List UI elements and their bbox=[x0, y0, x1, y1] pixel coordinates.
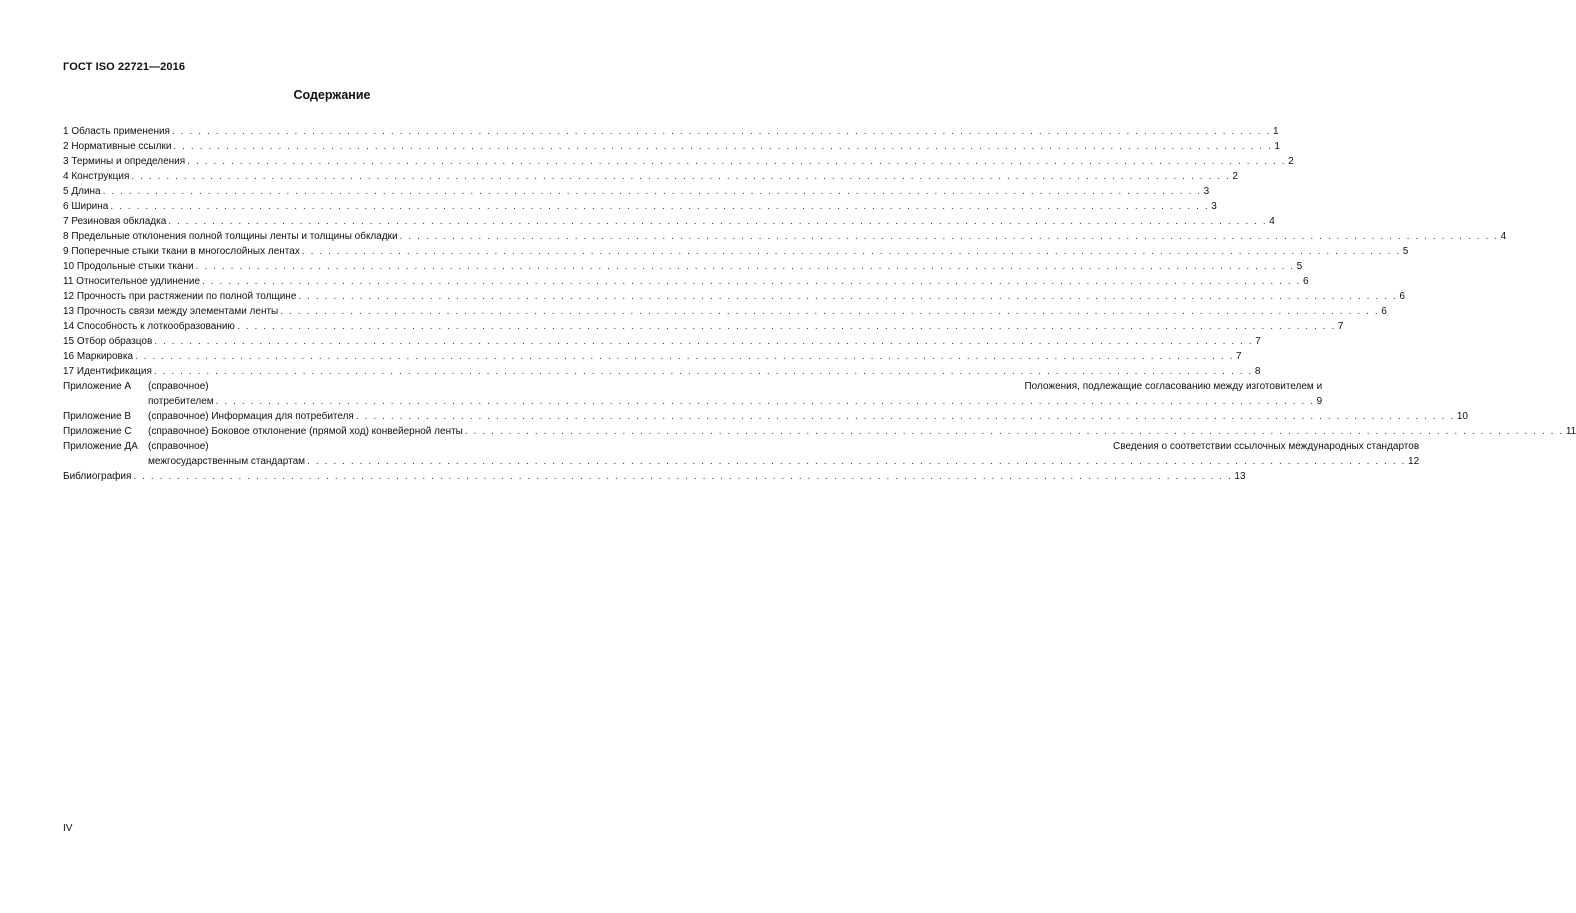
toc-leader-dots bbox=[202, 274, 1301, 289]
toc-leader-dots bbox=[133, 469, 1232, 484]
toc-appendices bbox=[63, 379, 1576, 469]
toc-entry-page: 7 bbox=[1255, 336, 1261, 347]
toc-appendix-line2 bbox=[148, 454, 1419, 469]
toc-entry[interactable] bbox=[63, 304, 1387, 319]
toc-appendix-title: Положения, подлежащие согласованию между изготовителем и bbox=[1024, 381, 1323, 392]
toc-entry-label: 14 Способность к лоткообразованию bbox=[63, 321, 235, 332]
toc-appendix-body bbox=[148, 409, 1468, 424]
toc-entry[interactable] bbox=[63, 289, 1405, 304]
toc-leader-dots bbox=[280, 304, 1379, 319]
toc-entry-page: 3 bbox=[1211, 201, 1217, 212]
toc-appendix-entry[interactable] bbox=[63, 424, 1576, 439]
toc-entry-page: 13 bbox=[1234, 471, 1246, 482]
toc-entry-page: 1 bbox=[1272, 126, 1279, 137]
toc-leader-dots bbox=[131, 169, 1230, 184]
toc-leader-dots bbox=[400, 229, 1499, 244]
toc-entry[interactable] bbox=[63, 244, 1409, 259]
toc-entry-page: 2 bbox=[1288, 156, 1294, 167]
toc-leader-dots bbox=[356, 409, 1455, 424]
toc-entry[interactable] bbox=[63, 229, 1507, 244]
toc-leader-dots bbox=[307, 454, 1406, 469]
toc-entry-label: 12 Прочность при растяжении по полной толщине bbox=[63, 291, 297, 302]
toc-appendix-body bbox=[148, 439, 1419, 469]
toc-entry[interactable] bbox=[63, 259, 1303, 274]
toc-entry-label: 17 Идентификация bbox=[63, 366, 152, 377]
toc-appendix-line bbox=[148, 424, 1576, 439]
toc-leader-dots bbox=[216, 394, 1315, 409]
toc-leader-dots bbox=[298, 289, 1397, 304]
toc-leader-dots bbox=[154, 364, 1253, 379]
toc-entry-bibliography[interactable] bbox=[63, 469, 1246, 484]
toc-entry[interactable] bbox=[63, 349, 1242, 364]
toc-entry-page: 7 bbox=[1337, 321, 1344, 332]
toc-entry[interactable] bbox=[63, 334, 1261, 349]
document-code: ГОСТ ISO 22721—2016 bbox=[63, 61, 186, 73]
toc-leader-dots bbox=[154, 334, 1253, 349]
toc-appendix-key: Приложение В bbox=[63, 411, 132, 422]
toc-appendix-body bbox=[148, 379, 1322, 409]
toc-entry-page: 4 bbox=[1500, 231, 1507, 242]
toc-entry-page: 6 bbox=[1399, 291, 1405, 302]
toc-entry-label: 13 Прочность связи между элементами ленты bbox=[63, 306, 279, 317]
toc-leader-dots bbox=[187, 154, 1286, 169]
toc-appendix-title-cont: потребителем bbox=[148, 396, 214, 407]
toc-appendix-line1 bbox=[148, 379, 1322, 394]
toc-leader-dots bbox=[135, 349, 1234, 364]
toc-appendix-key: Приложение С bbox=[63, 426, 132, 437]
toc-entry[interactable] bbox=[63, 139, 1280, 154]
toc-entries bbox=[63, 124, 1507, 379]
toc-leader-dots bbox=[302, 244, 1401, 259]
toc-entry-label: 5 Длина bbox=[63, 186, 101, 197]
toc-leader-dots bbox=[465, 424, 1564, 439]
toc-entry-label: 11 Относительное удлинение bbox=[63, 276, 201, 287]
toc-title: Содержание bbox=[293, 88, 371, 102]
toc-entry-label: 1 Область применения bbox=[63, 126, 170, 137]
toc-entry-page: 11 bbox=[1565, 426, 1576, 437]
toc-appendix-entry[interactable] bbox=[63, 379, 1323, 409]
toc-appendix-title: (справочное) Информация для потребителя bbox=[148, 411, 354, 422]
toc-entry[interactable] bbox=[63, 364, 1261, 379]
toc-entry-label: 2 Нормативные ссылки bbox=[63, 141, 172, 152]
toc-entry-page: 4 bbox=[1269, 216, 1275, 227]
toc-entry-page: 6 bbox=[1303, 276, 1309, 287]
toc-entry-label: 15 Отбор образцов bbox=[63, 336, 153, 347]
toc-entry-label: 6 Ширина bbox=[63, 201, 109, 212]
toc-entry-page: 6 bbox=[1381, 306, 1387, 317]
toc-leader-dots bbox=[110, 199, 1209, 214]
toc-entry-page: 5 bbox=[1296, 261, 1303, 272]
toc-entry-page: 9 bbox=[1316, 396, 1323, 407]
toc-entry[interactable] bbox=[63, 124, 1279, 139]
toc-entry[interactable] bbox=[63, 214, 1275, 229]
toc-entry[interactable] bbox=[63, 169, 1238, 184]
toc-entry-page: 12 bbox=[1408, 456, 1420, 467]
toc-appendix-key: Приложение ДА bbox=[63, 441, 138, 452]
toc-entry-page: 8 bbox=[1254, 366, 1261, 377]
toc-entry-page: 3 bbox=[1203, 186, 1210, 197]
toc-entry[interactable] bbox=[63, 154, 1294, 169]
toc-entry-page: 7 bbox=[1236, 351, 1242, 362]
toc-entry-label: 10 Продольные стыки ткани bbox=[63, 261, 194, 272]
toc-appendix-type: (справочное) bbox=[148, 381, 209, 392]
toc-entry-page: 2 bbox=[1232, 171, 1238, 182]
toc-entry[interactable] bbox=[63, 319, 1344, 334]
toc-leader-dots bbox=[196, 259, 1295, 274]
toc-appendix-line2 bbox=[148, 394, 1322, 409]
toc-entry-page: 5 bbox=[1402, 246, 1409, 257]
toc-entry[interactable] bbox=[63, 274, 1309, 289]
toc-entry-label: 9 Поперечные стыки ткани в многослойных лентах bbox=[63, 246, 300, 257]
table-of-contents bbox=[63, 124, 1576, 484]
toc-entry-label: 16 Маркировка bbox=[63, 351, 134, 362]
toc-leader-dots bbox=[172, 124, 1271, 139]
toc-entry-label: Библиография bbox=[63, 471, 132, 482]
page-number: IV bbox=[63, 823, 73, 834]
toc-appendix-body bbox=[148, 424, 1576, 439]
toc-entry-label: 8 Предельные отклонения полной толщины ленты и толщины обкладки bbox=[63, 231, 398, 242]
toc-leader-dots bbox=[168, 214, 1267, 229]
toc-entry-page: 1 bbox=[1274, 141, 1280, 152]
toc-appendix-title: (справочное) Боковое отклонение (прямой ход) конвейерной ленты bbox=[148, 426, 463, 437]
toc-entry-label: 3 Термины и определения bbox=[63, 156, 186, 167]
toc-leader-dots bbox=[173, 139, 1272, 154]
toc-appendix-title-cont: межгосударственным стандартам bbox=[148, 456, 306, 467]
toc-appendix-line1 bbox=[148, 439, 1419, 454]
toc-entry-page: 10 bbox=[1456, 411, 1468, 422]
toc-leader-dots bbox=[103, 184, 1202, 199]
toc-appendix-type: (справочное) bbox=[148, 441, 209, 452]
toc-entry[interactable] bbox=[63, 184, 1210, 199]
toc-entry[interactable] bbox=[63, 199, 1217, 214]
toc-appendix-title: Сведения о соответствии ссылочных международных стандартов bbox=[1113, 441, 1420, 452]
toc-appendix-line bbox=[148, 409, 1468, 424]
toc-appendix-entry[interactable] bbox=[63, 439, 1420, 469]
toc-appendix-entry[interactable] bbox=[63, 409, 1468, 424]
toc-leader-dots bbox=[237, 319, 1336, 334]
toc-entry-label: 4 Конструкция bbox=[63, 171, 130, 182]
toc-entry-label: 7 Резиновая обкладка bbox=[63, 216, 167, 227]
toc-appendix-key: Приложение А bbox=[63, 381, 132, 392]
